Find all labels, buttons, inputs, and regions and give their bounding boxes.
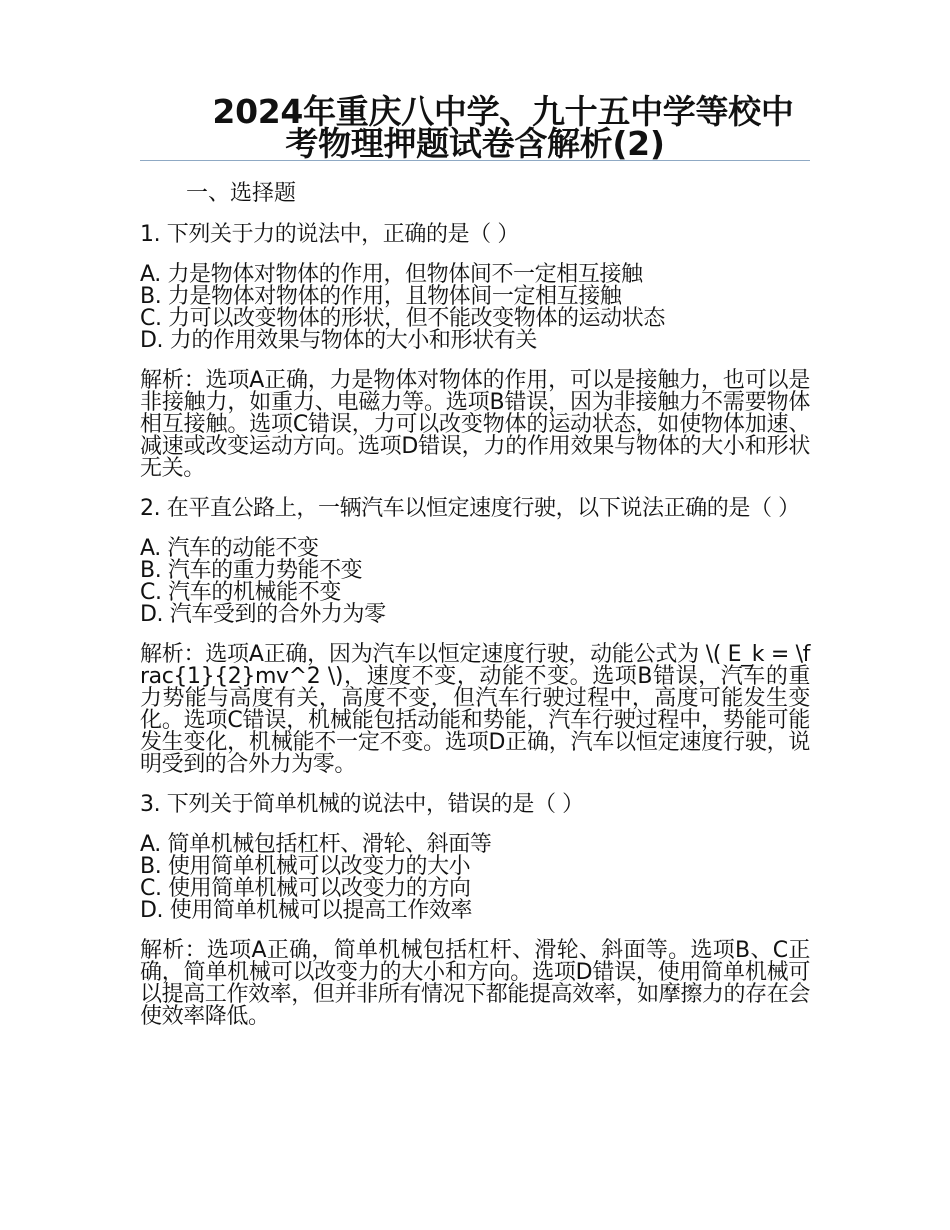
question-3-analysis: 解析：选项A正确，简单机械包括杠杆、滑轮、斜面等。选项B、C正确，简单机械可以改变力的大小和方向。选项D错误，使用简单机械可以提高工作效率，但并非所有情况下都能提高效率，如摩擦力的存在会使效率降低。 [140, 938, 810, 1029]
question-3-option-a: A. 简单机械包括杠杆、滑轮、斜面等 [140, 832, 492, 857]
question-1-stem: 1. 下列关于力的说法中，正确的是（ ） [140, 222, 519, 247]
question-3-stem: 3. 下列关于简单机械的说法中，错误的是（ ） [140, 792, 584, 817]
question-2-options [140, 538, 810, 626]
question-1-option-d: D. 力的作用效果与物体的大小和形状有关 [140, 328, 537, 353]
question-2-option-d: D. 汽车受到的合外力为零 [140, 602, 386, 627]
question-3-option-b: B. 使用简单机械可以改变力的大小 [140, 854, 471, 879]
question-3-options [140, 834, 810, 922]
question-2-option-c: C. 汽车的机械能不变 [140, 580, 341, 605]
document-title [140, 92, 810, 163]
question-2-option-a: A. 汽车的动能不变 [140, 536, 319, 561]
question-1-option-a: A. 力是物体对物体的作用，但物体间不一定相互接触 [140, 262, 643, 287]
question-3-option-d: D. 使用简单机械可以提高工作效率 [140, 898, 473, 923]
question-1-option-c: C. 力可以改变物体的形状，但不能改变物体的运动状态 [140, 306, 665, 331]
question-1-option-b: B. 力是物体对物体的作用，且物体间一定相互接触 [140, 284, 622, 309]
question-list [140, 224, 810, 1046]
question-1-analysis: 解析：选项A正确，力是物体对物体的作用，可以是接触力，也可以是非接触力，如重力、电磁力等。选项B错误，因为非接触力不需要物体相互接触。选项C错误，力可以改变物体的运动状态，如使物体加速、减速或改变运动方向。选项D错误，力的作用效果与物体的大小和形状无关。 [140, 368, 810, 481]
title-line-2: 考物理押题试卷含解析(2) [285, 124, 665, 163]
question-2-analysis: 解析：选项A正确，因为汽车以恒定速度行驶，动能公式为 \( E_k = \frac{1}{2}mv^2 \)，速度不变，动能不变。选项B错误，汽车的重力势能与高度有关，高度不变，但汽车行驶过程中，高度可能发生变化。选项C错误，机械能包括动能和势能，汽车行驶过程中，势能可能发生变化，机械能不一定不变。选项D正确，汽车以恒定速度行驶，说明受到的合外力为零。 [140, 642, 810, 777]
title-underline [140, 160, 810, 161]
question-1-options [140, 264, 810, 352]
title-line-1: 2024年重庆八中学、九十五中学等校中 [212, 92, 794, 131]
question-2-stem: 2. 在平直公路上，一辆汽车以恒定速度行驶，以下说法正确的是（ ） [140, 496, 800, 521]
question-3-option-c: C. 使用简单机械可以改变力的方向 [140, 876, 471, 901]
section-heading: 一、选择题 [186, 181, 297, 206]
question-2-option-b: B. 汽车的重力势能不变 [140, 558, 363, 583]
